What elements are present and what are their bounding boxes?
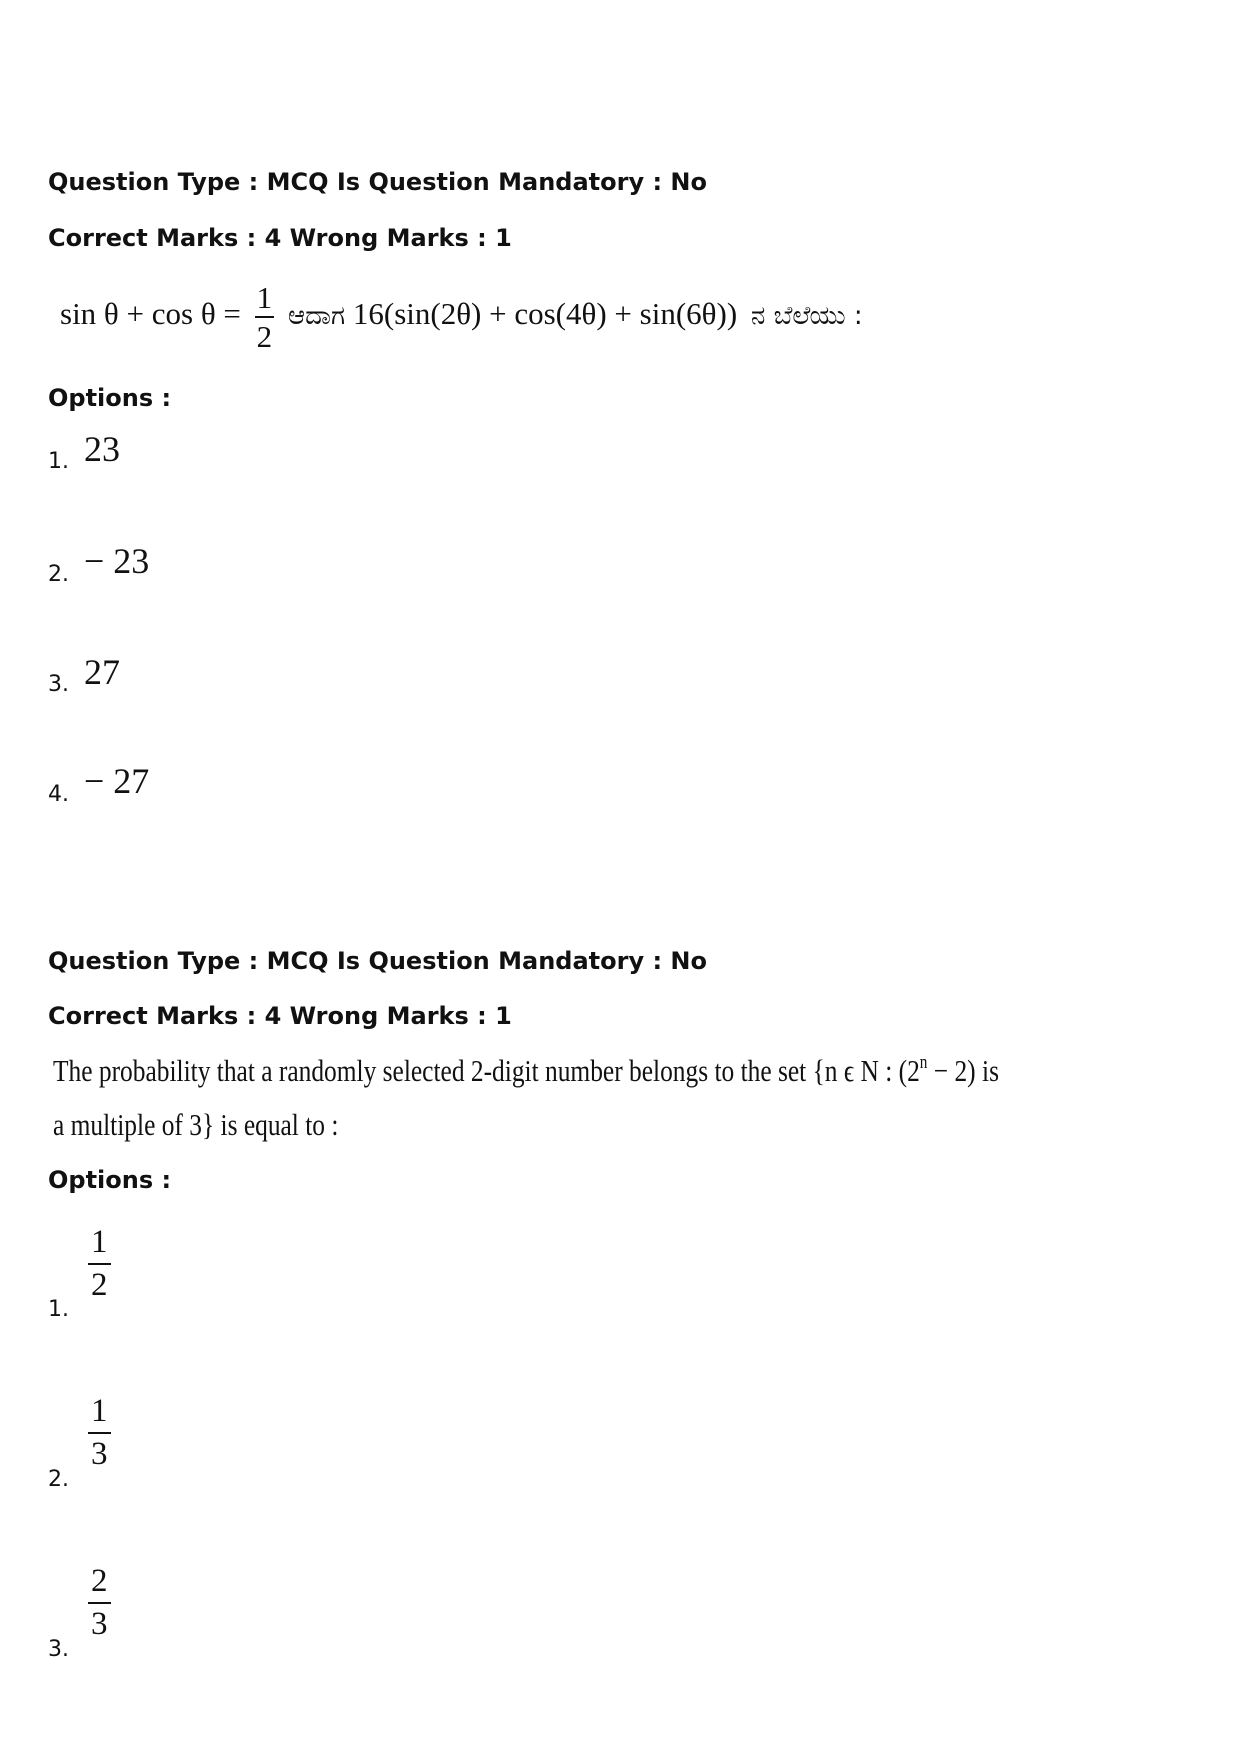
option-fraction[interactable] <box>88 1565 111 1641</box>
option-number: 1. <box>48 449 69 474</box>
option-fraction-denominator: 2 <box>91 1267 108 1303</box>
question-stem <box>60 282 863 352</box>
option-value[interactable]: − 27 <box>84 761 150 801</box>
stem-text: − 2) is <box>927 1053 999 1088</box>
option-fraction-numerator: 1 <box>88 1226 111 1265</box>
stem-kannada-if: ಆದಾಗ <box>287 301 346 332</box>
option-value[interactable]: − 23 <box>84 541 150 581</box>
question-marks-line: Correct Marks : 4 Wrong Marks : 1 <box>48 1002 512 1030</box>
stem-superscript: n <box>919 1051 928 1073</box>
options-label: Options : <box>48 384 172 412</box>
stem-kannada-value: ನ ಬೆಲೆಯು : <box>750 301 863 332</box>
option-number: 4. <box>48 782 69 807</box>
stem-expression: 16(sin(2θ) + cos(4θ) + sin(6θ)) <box>352 296 738 332</box>
option-fraction-numerator: 1 <box>88 1395 111 1434</box>
option-number: 2. <box>48 1467 69 1492</box>
option-value[interactable]: 23 <box>84 429 120 469</box>
stem-text: The probability that a randomly selected 2-digit number belongs to the set {n ϵ N : (2 <box>53 1053 920 1088</box>
option-number: 2. <box>48 562 69 587</box>
question-type-line: Question Type : MCQ Is Question Mandatory : No <box>48 947 707 975</box>
question-stem-line-2: a multiple of 3} is equal to : <box>53 1107 339 1142</box>
option-fraction-denominator: 3 <box>91 1436 108 1472</box>
option-value[interactable]: 27 <box>84 652 120 692</box>
stem-fraction-denominator: 2 <box>256 319 273 354</box>
stem-fraction-numerator: 1 <box>255 282 275 318</box>
option-fraction[interactable] <box>88 1226 111 1302</box>
stem-fraction <box>255 282 275 352</box>
option-number: 3. <box>48 1637 69 1662</box>
option-number: 1. <box>48 1297 69 1322</box>
option-number: 3. <box>48 672 69 697</box>
question-stem-line-1 <box>53 1044 999 1098</box>
options-label: Options : <box>48 1166 172 1194</box>
option-fraction-denominator: 3 <box>91 1606 108 1642</box>
stem-lhs: sin θ + cos θ = <box>60 296 241 332</box>
question-type-line: Question Type : MCQ Is Question Mandatory : No <box>48 168 707 196</box>
option-fraction[interactable] <box>88 1395 111 1471</box>
option-fraction-numerator: 2 <box>88 1565 111 1604</box>
question-marks-line: Correct Marks : 4 Wrong Marks : 1 <box>48 224 512 252</box>
